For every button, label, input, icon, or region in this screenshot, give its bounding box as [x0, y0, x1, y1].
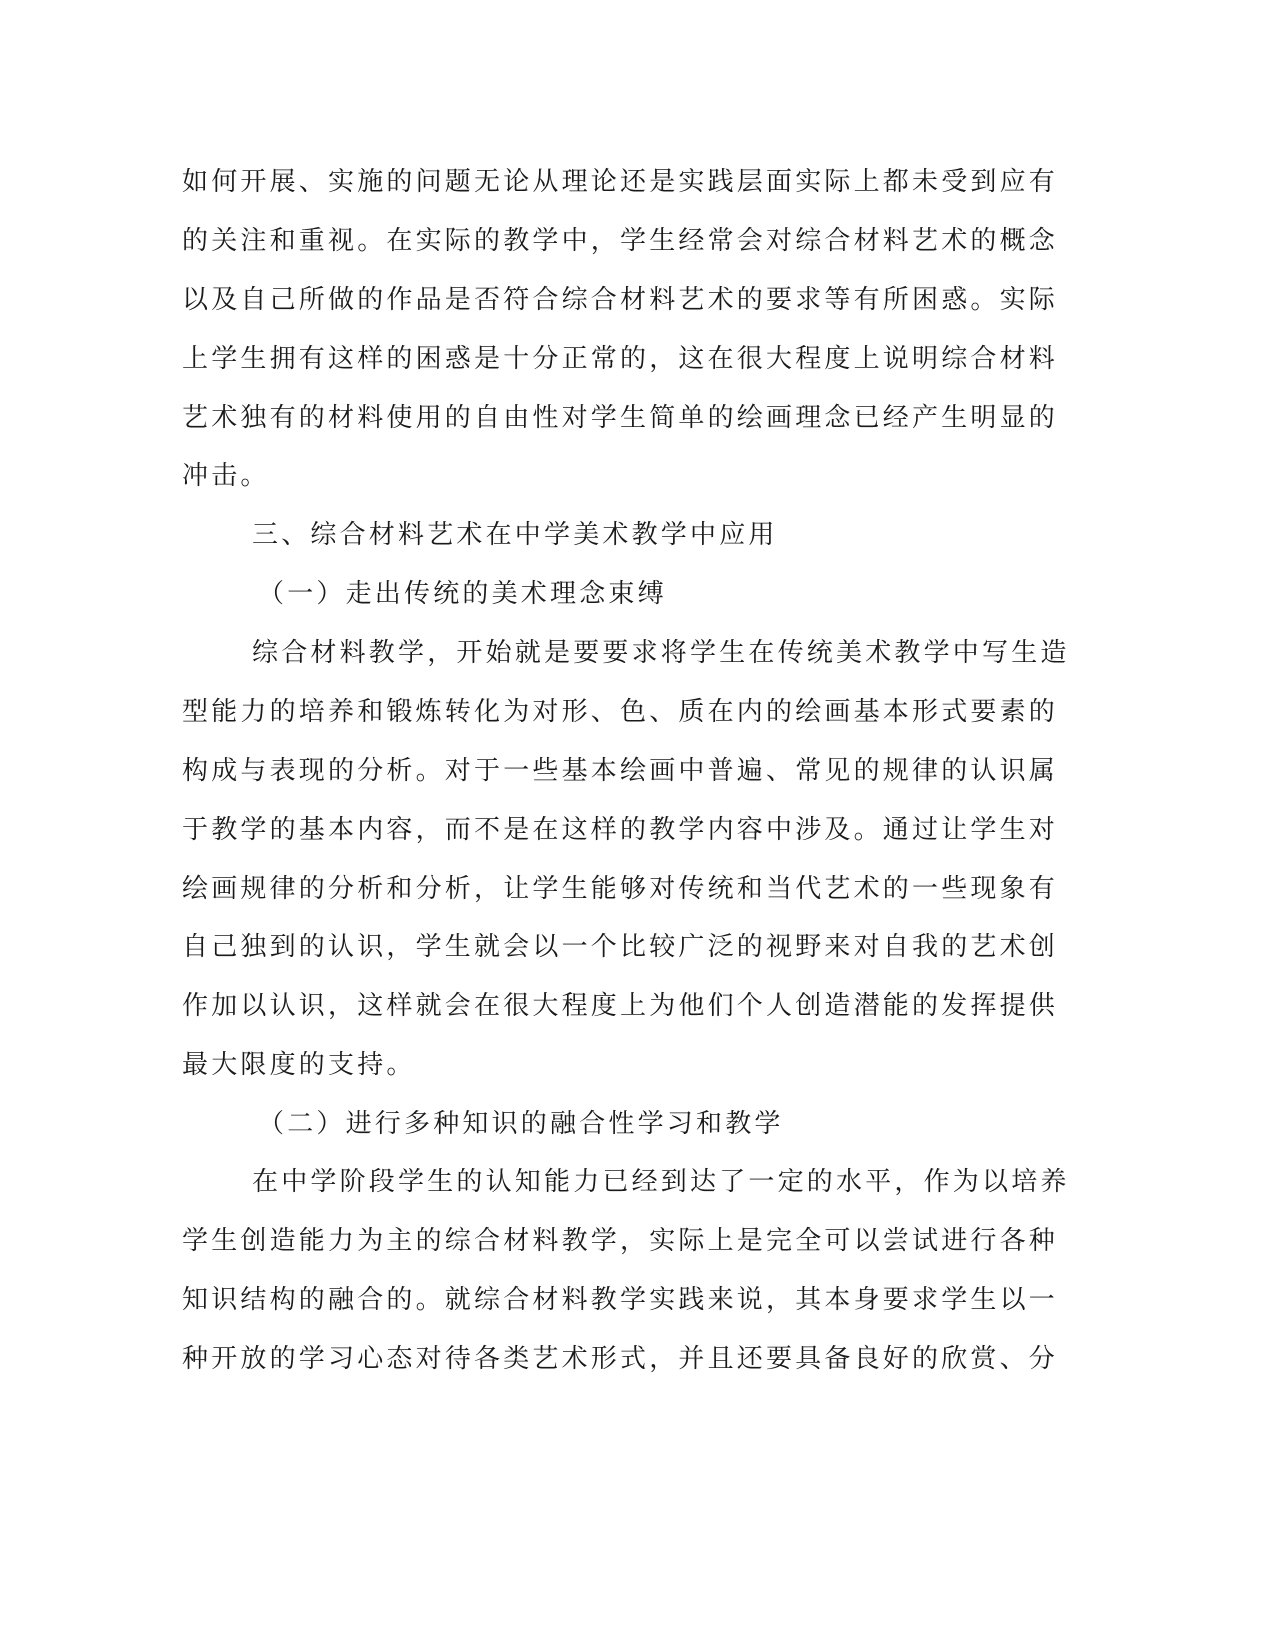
text-line: 学生创造能力为主的综合材料教学，实际上是完全可以尝试进行各种 — [182, 1226, 1059, 1256]
text-line: 艺术独有的材料使用的自由性对学生简单的绘画理念已经产生明显的 — [182, 403, 1059, 433]
text-line: 的关注和重视。在实际的教学中，学生经常会对综合材料艺术的概念 — [182, 226, 1059, 256]
subsection-heading: （一）走出传统的美术理念束缚 — [258, 579, 667, 609]
subsection-heading: （二）进行多种知识的融合性学习和教学 — [258, 1109, 784, 1139]
text-line: 知识结构的融合的。就综合材料教学实践来说，其本身要求学生以一 — [182, 1285, 1059, 1315]
text-line: 作加以认识，这样就会在很大程度上为他们个人创造潜能的发挥提供 — [182, 991, 1059, 1021]
text-line: 于教学的基本内容，而不是在这样的教学内容中涉及。通过让学生对 — [182, 815, 1059, 845]
text-line: 在中学阶段学生的认知能力已经到达了一定的水平，作为以培养 — [252, 1167, 1070, 1197]
text-line: 如何开展、实施的问题无论从理论还是实践层面实际上都未受到应有 — [182, 167, 1059, 197]
text-line: 绘画规律的分析和分析，让学生能够对传统和当代艺术的一些现象有 — [182, 874, 1059, 904]
text-line: 型能力的培养和锻炼转化为对形、色、质在内的绘画基本形式要素的 — [182, 697, 1059, 727]
text-line: 冲击。 — [182, 461, 270, 491]
text-line: 以及自己所做的作品是否符合综合材料艺术的要求等有所困惑。实际 — [182, 285, 1059, 315]
text-line: 种开放的学习心态对待各类艺术形式，并且还要具备良好的欣赏、分 — [182, 1344, 1059, 1374]
text-line: 自己独到的认识，学生就会以一个比较广泛的视野来对自我的艺术创 — [182, 932, 1059, 962]
text-line: 上学生拥有这样的困惑是十分正常的，这在很大程度上说明综合材料 — [182, 344, 1059, 374]
section-heading: 三、综合材料艺术在中学美术教学中应用 — [252, 520, 778, 550]
text-line: 综合材料教学，开始就是要要求将学生在传统美术教学中写生造 — [252, 638, 1070, 668]
text-line: 最大限度的支持。 — [182, 1050, 416, 1080]
text-line: 构成与表现的分析。对于一些基本绘画中普遍、常见的规律的认识属 — [182, 756, 1059, 786]
